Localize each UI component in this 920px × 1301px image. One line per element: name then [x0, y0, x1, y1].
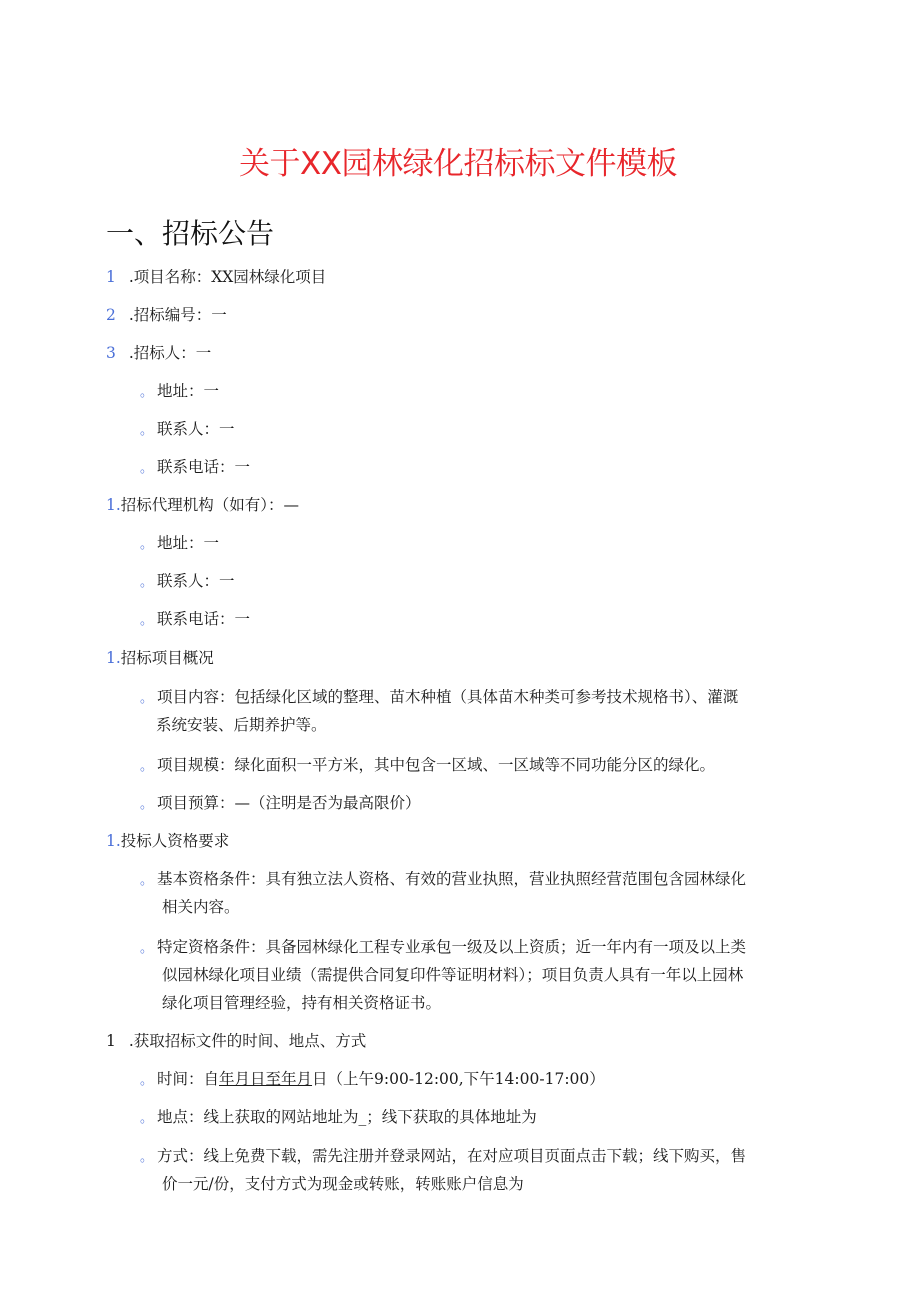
bullet-icon: 。 — [140, 691, 154, 706]
list-number: 1 — [106, 1032, 116, 1050]
list-number: 1. — [106, 832, 121, 850]
list-item — [140, 528, 219, 560]
list-number: 2 — [106, 306, 116, 324]
list-text: .项目名称：XX园林绿化项目 — [128, 268, 327, 286]
list-text: .招标人：一 — [128, 344, 212, 362]
list-text: 招标代理机构（如有）：— — [120, 496, 300, 514]
list-text-continued: 似园林绿化项目业绩（需提供合同复印件等证明材料）；项目负责人具有一年以上园林 — [162, 966, 744, 984]
bullet-icon: 。 — [140, 941, 154, 956]
list-text: 基本资格条件：具有独立法人资格、有效的营业执照，营业执照经营范围包含园林绿化 — [157, 870, 747, 888]
list-item-tender-no — [106, 300, 227, 330]
bullet-icon: 。 — [140, 797, 154, 812]
list-text: 联系电话：一 — [157, 458, 251, 476]
section-heading: 一、招标公告 — [106, 217, 275, 250]
list-text: 项目内容：包括绿化区域的整理、苗木种植（具体苗木种类可参考技术规格书）、灌溉 — [157, 688, 739, 706]
list-text-continued: 价一元/份，支付方式为现金或转账，转账账户信息为 — [162, 1175, 524, 1193]
bullet-icon: 。 — [140, 1150, 154, 1165]
list-text: 联系人：一 — [157, 572, 235, 590]
bullet-icon: 。 — [140, 385, 154, 400]
list-text: 日（上午9:00-12:00,下午14:00-17:00） — [312, 1070, 605, 1088]
bullet-icon: 。 — [140, 873, 154, 888]
list-item — [140, 1102, 537, 1134]
bullet-icon: 。 — [140, 1073, 154, 1088]
list-text: 时间：自 — [157, 1070, 220, 1088]
list-item-qualification — [106, 826, 229, 856]
list-item — [140, 788, 421, 820]
list-item-project-name — [106, 262, 326, 292]
list-text: 地点：线上获取的网站地址为_；线下获取的具体地址为 — [157, 1108, 537, 1126]
list-text-continued: 相关内容。 — [162, 898, 240, 916]
list-text: 特定资格条件：具备园林绿化工程专业承包一级及以上资质；近一年内有一项及以上类 — [157, 938, 747, 956]
document-title: 关于XX园林绿化招标标文件模板 — [239, 146, 677, 182]
bullet-icon: 。 — [140, 423, 154, 438]
list-item — [140, 566, 235, 598]
list-item — [140, 414, 235, 446]
list-number: 3 — [106, 344, 116, 362]
list-item — [140, 604, 250, 636]
list-number: 1. — [106, 496, 121, 514]
date-blank: 年月日至年月 — [219, 1070, 313, 1088]
bullet-icon: 。 — [140, 613, 154, 628]
bullet-icon: 。 — [140, 759, 154, 774]
list-text: 方式：线上免费下载，需先注册并登录网站，在对应项目页面点击下载；线下购买，售 — [157, 1147, 747, 1165]
list-text: 地址：一 — [157, 382, 220, 400]
list-item — [140, 452, 250, 484]
list-text: .招标编号：一 — [128, 306, 227, 324]
list-text: 地址：一 — [157, 534, 220, 552]
bullet-icon: 。 — [140, 575, 154, 590]
list-item — [140, 376, 219, 408]
list-text: 联系人：一 — [157, 420, 235, 438]
list-text-continued: 绿化项目管理经验，持有相关资格证书。 — [162, 994, 442, 1012]
list-item-obtain — [106, 1026, 366, 1056]
list-text: 项目规模：绿化面积一平方米，其中包含一区域、一区域等不同功能分区的绿化。 — [157, 756, 716, 774]
list-item-tenderer — [106, 338, 211, 368]
list-item — [140, 750, 715, 782]
list-number: 1 — [106, 268, 116, 286]
list-item-agency — [106, 490, 299, 520]
list-text: 招标项目概况 — [120, 649, 214, 667]
list-text: 联系电话：一 — [157, 610, 251, 628]
list-text: 投标人资格要求 — [120, 832, 230, 850]
bullet-icon: 。 — [140, 461, 154, 476]
list-item-overview — [106, 643, 214, 673]
list-text-continued: 系统安装、后期养护等。 — [156, 716, 327, 734]
list-text: 项目预算：—（注明是否为最高限价） — [157, 794, 421, 812]
list-number: 1. — [106, 649, 121, 667]
bullet-icon: 。 — [140, 537, 154, 552]
list-item — [140, 1064, 605, 1096]
list-text: .获取招标文件的时间、地点、方式 — [128, 1032, 367, 1050]
bullet-icon: 。 — [140, 1111, 154, 1126]
